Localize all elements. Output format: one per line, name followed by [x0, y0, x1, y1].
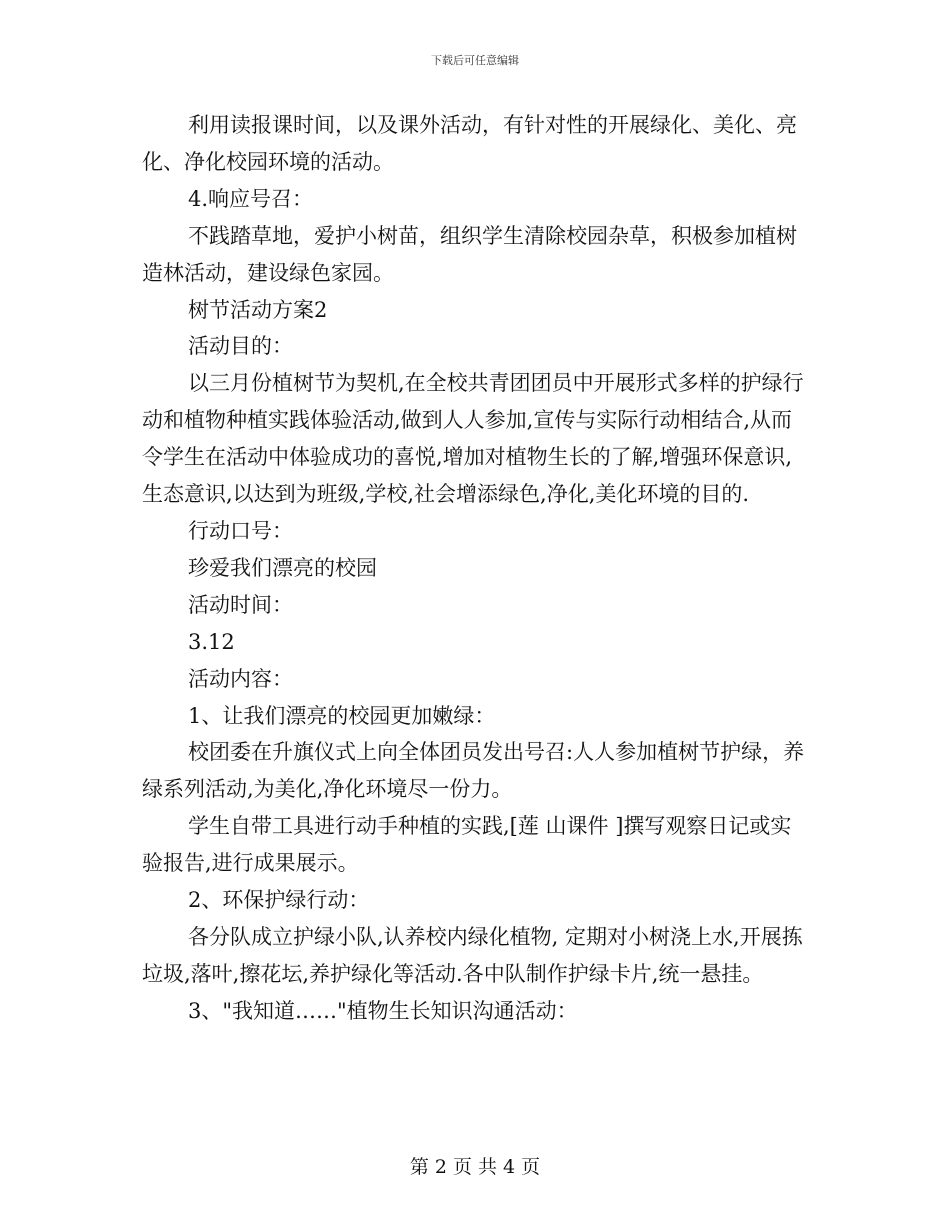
paragraph: 利用读报课时间，以及课外活动，有针对性的开展绿化、美化、亮化、净化校园环境的活动。 [142, 113, 797, 174]
paragraph: 3.12 [188, 629, 235, 654]
paragraph: 校团委在升旗仪式上向全体团员发出号召:人人参加植树节护绿，养绿系列活动,为美化,净化环境尽一份力。 [142, 740, 805, 802]
paragraph: 3、"我知道……"植物生长知识沟通活动： [188, 998, 578, 1023]
paragraph: 学生自带工具进行动手种植的实践,[莲 山课件 ]撰写观察日记或实验报告,进行成果展示。 [142, 814, 792, 876]
document-body [142, 107, 812, 1030]
paragraph: 1、让我们漂亮的校园更加嫩绿： [188, 703, 496, 728]
paragraph: 珍爱我们漂亮的校园 [188, 555, 377, 580]
page-header: 下载后可任意编辑 [431, 54, 519, 67]
section-heading: 树节活动方案2 [188, 297, 328, 322]
paragraph: 活动目的： [188, 334, 293, 359]
paragraph: 4.响应号召： [188, 186, 314, 211]
paragraph: 行动口号： [188, 518, 293, 543]
paragraph: 2、环保护绿行动： [188, 888, 370, 913]
paragraph: 不践踏草地，爱护小树苗，组织学生清除校园杂草，积极参加植树造林活动，建设绿色家园。 [142, 223, 797, 285]
paragraph: 活动时间： [188, 592, 293, 617]
paragraph: 各分队成立护绿小队,认养校内绿化植物, 定期对小树浇上水,开展拣垃圾,落叶,擦花坛,养护绿化等活动.各中队制作护绿卡片,统一悬挂。 [142, 924, 803, 986]
paragraph: 以三月份植树节为契机,在全校共青团团员中开展形式多样的护绿行动和植物种植实践体验活动,做到人人参加,宣传与实际行动相结合,从而令学生在活动中体验成功的喜悦,增加对植物生长的了解,增强环保意识,生态意识,以达到为班级,学校,社会增添绿色,净化,美化环境的目的. [142, 371, 804, 507]
paragraph: 活动内容： [188, 666, 293, 691]
page-footer: 第 2 页 共 4 页 [409, 1156, 541, 1178]
